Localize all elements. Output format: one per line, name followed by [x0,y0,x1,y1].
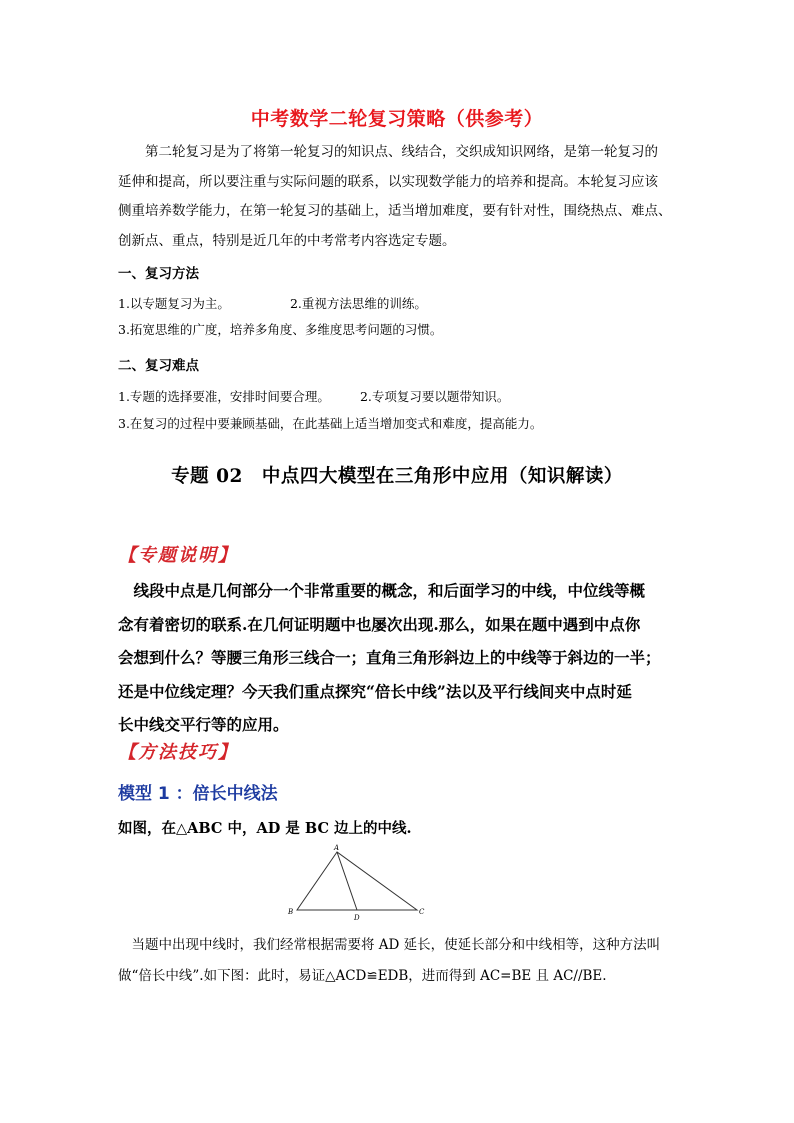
intro-line: 创新点、重点，特别是近几年的中考常考内容选定专题。 [118,232,456,249]
intro-line: 延伸和提高，所以要注重与实际问题的联系，以实现数学能力的培养和提高。本轮复习应该 [118,173,658,190]
model-1-explanation [118,930,678,992]
triangle-diagram [282,842,432,922]
triangle-abc [297,852,417,910]
difficulties-item-3: 3.在复习的过程中要兼顾基础，在此基础上适当增加变式和难度，提高能力。 [118,416,543,431]
model-1-line: 做“倍长中线”.如下图：此时，易证△ACD≌EDB，进而得到 AC=BE 且 AC//BE. [118,968,607,984]
label-b: B [288,908,294,916]
explain-label: 【专题说明】 [118,545,238,566]
explain-line: 长中线交平行等的应用。 [118,715,289,734]
explain-line: 念有着密切的联系.在几何证明题中也屡次出现.那么，如果在题中遇到中点你 [118,614,641,634]
topic-title: 专题 02 中点四大模型在三角形中应用（知识解读） [171,466,623,487]
median-ad [337,852,357,910]
section-heading-methods: 一、复习方法 [118,266,199,282]
methods-item-3: 3.拓宽思维的广度，培养多角度、多维度思考问题的习惯。 [118,322,443,337]
methods-line-1 [118,294,427,312]
explain-line: 还是中位线定理？今天我们重点探究“倍长中线”法以及平行线间夹中点时延 [118,681,632,701]
model-1-statement: 如图，在△ABC 中，AD 是 BC 边上的中线. [118,820,412,837]
methods-item-2: 2.重视方法思维的训练。 [289,296,427,311]
explain-line: 线段中点是几何部分一个非常重要的概念，和后面学习的中线，中位线等概 [118,581,646,600]
intro-paragraph [118,138,678,256]
intro-line: 侧重培养数学能力，在第一轮复习的基础上，适当增加难度，要有针对性，围绕热点、难点、 [118,203,672,219]
page-title: 中考数学二轮复习策略（供参考） [250,108,544,130]
label-a: A [334,844,340,852]
method-label: 【方法技巧】 [118,742,238,763]
intro-line: 第二轮复习是为了将第一轮复习的知识点、线结合，交织成知识网络，是第一轮复习的 [118,144,658,160]
explain-paragraph [118,574,678,742]
section-heading-difficulties: 二、复习难点 [118,358,199,374]
methods-item-1: 1.以专题复习为主。 [118,296,230,311]
model-1-line: 当题中出现中线时，我们经常根据需要将 AD 延长，使延长部分和中线相等，这种方法叫 [118,937,661,953]
label-c: C [419,908,425,916]
difficulties-item-2: 2.专项复习要以题带知识。 [359,389,510,404]
model-1-title: 模型 1 ：倍长中线法 [118,784,278,804]
difficulties-item-1: 1.专题的选择要准，安排时间要合理。 [118,389,330,404]
explain-line: 会想到什么？等腰三角形三线合一；直角三角形斜边上的中线等于斜边的一半； [118,648,661,667]
label-d: D [354,914,360,922]
difficulties-line-1 [118,387,509,405]
